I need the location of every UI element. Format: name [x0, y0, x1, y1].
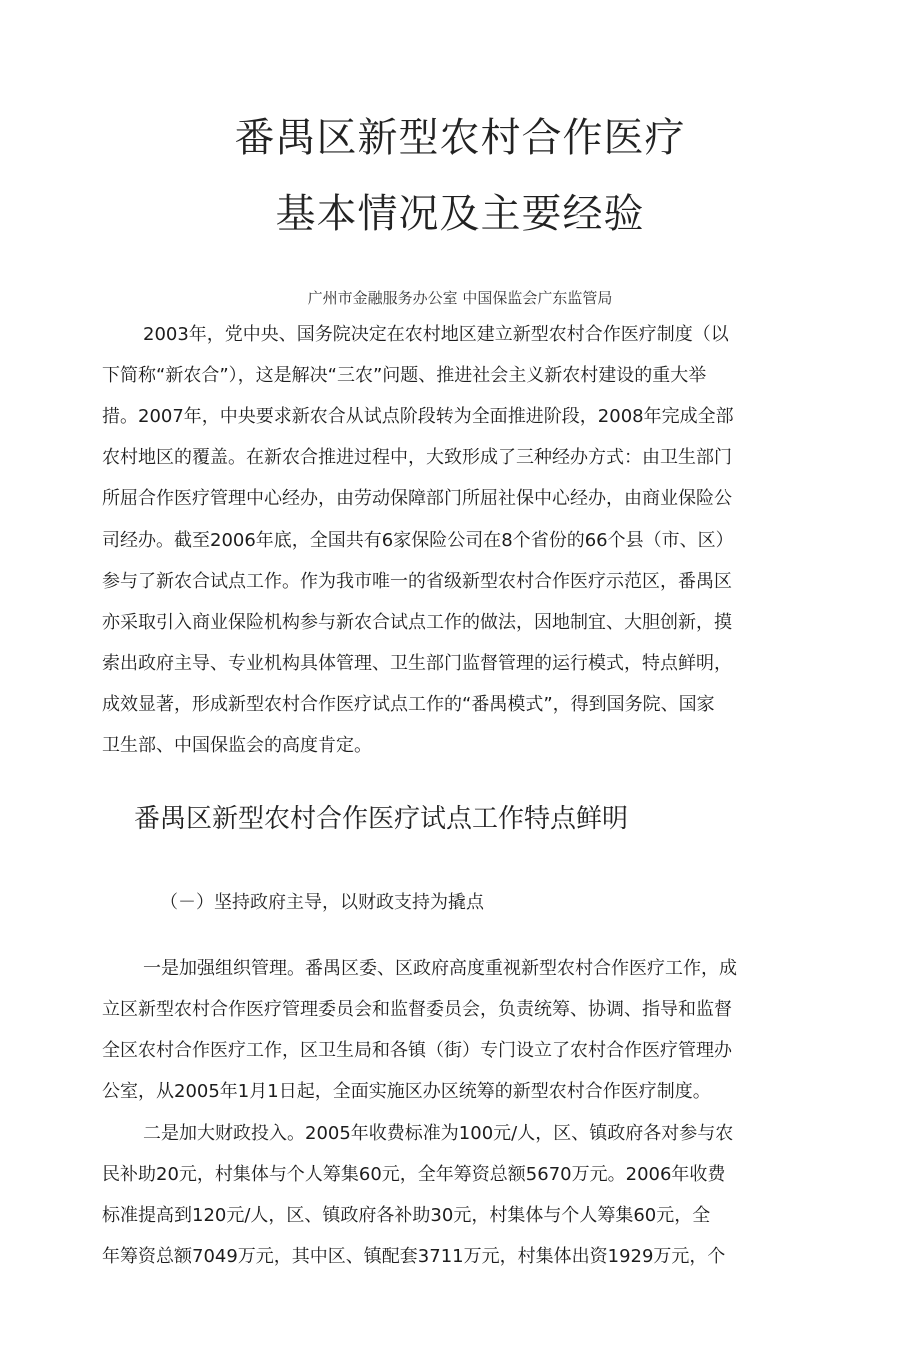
para2-line: 标准提高到120元/人，区、镇政府各补助30元，村集体与个人筹集60元，全 [102, 1205, 711, 1226]
para1-line: 一是加强组织管理。番禺区委、区政府高度重视新型农村合作医疗工作，成 [143, 958, 737, 979]
intro-line: 下简称“新农合”），这是解决“三农”问题、推进社会主义新农村建设的重大举 [102, 365, 707, 386]
author-byline: 广州市金融服务办公室 中国保监会广东监管局 [307, 289, 613, 307]
subsection-heading: （－）坚持政府主导，以财政支持为撬点 [160, 892, 484, 913]
para2-line: 民补助20元，村集体与个人筹集60元，全年筹资总额5670万元。2006年收费 [102, 1164, 726, 1185]
intro-line: 2003年，党中央、国务院决定在农村地区建立新型农村合作医疗制度（以 [143, 324, 729, 345]
intro-line: 索出政府主导、专业机构具体管理、卫生部门监督管理的运行模式，特点鲜明， [102, 653, 732, 674]
document-title-line-1: 番禺区新型农村合作医疗 [234, 115, 686, 161]
intro-line: 成效显著，形成新型农村合作医疗试点工作的“番禺模式”，得到国务院、国家 [102, 694, 715, 715]
intro-line: 所屈合作医疗管理中心经办，由劳动保障部门所屈社保中心经办，由商业保险公 [102, 488, 732, 509]
intro-line: 亦采取引入商业保险机构参与新农合试点工作的做法，因地制宜、大胆创新，摸 [102, 612, 732, 633]
intro-line: 参与了新农合试点工作。作为我市唯一的省级新型农村合作医疗示范区，番禺区 [102, 571, 732, 592]
para2-line: 年筹资总额7049万元，其中区、镇配套3711万元，村集体出资1929万元，个 [102, 1246, 726, 1267]
section-heading: 番禺区新型农村合作医疗试点工作特点鲜明 [134, 804, 629, 834]
intro-line: 司经办。截至2006年底，全国共有6家保险公司在8个省份的66个县（市、区） [102, 530, 734, 551]
intro-line: 卫生部、中国保监会的高度肯定。 [102, 735, 372, 756]
para2-line: 二是加大财政投入。2005年收费标准为100元/人，区、镇政府各对参与农 [143, 1123, 734, 1144]
intro-line: 农村地区的覆盖。在新农合推进过程中，大致形成了三种经办方式：由卫生部门 [102, 447, 732, 468]
para1-line: 全区农村合作医疗工作，区卫生局和各镇（街）专门设立了农村合作医疗管理办 [102, 1040, 732, 1061]
document-title-line-2: 基本情况及主要经验 [275, 191, 645, 237]
para1-line: 立区新型农村合作医疗管理委员会和监督委员会，负责统筹、协调、指导和监督 [102, 999, 732, 1020]
para1-line: 公室，从2005年1月1日起，全面实施区办区统筹的新型农村合作医疗制度。 [102, 1081, 711, 1102]
intro-line: 措。2007年，中央要求新农合从试点阶段转为全面推进阶段，2008年完成全部 [102, 406, 734, 427]
